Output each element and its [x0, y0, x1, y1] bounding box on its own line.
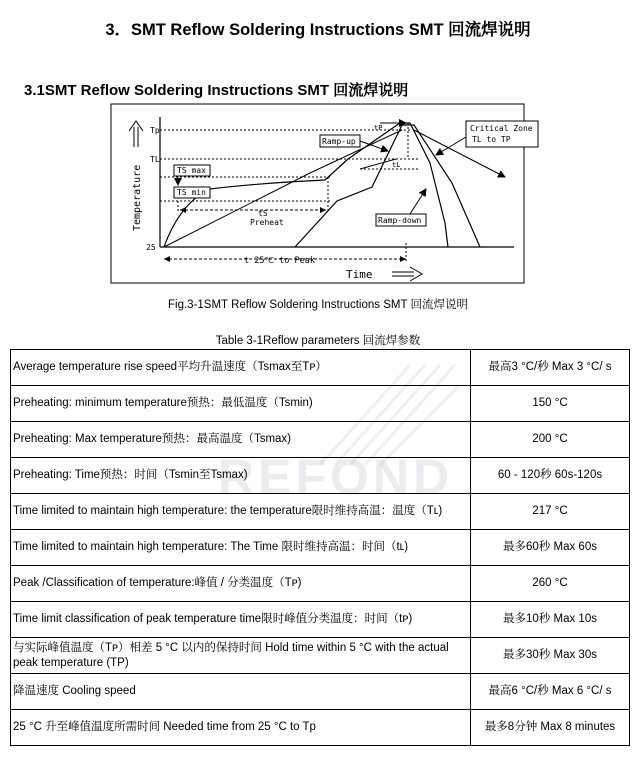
tl-axis-label: TL — [150, 155, 160, 164]
table-row — [11, 602, 630, 638]
parameter-name-cell: Preheating: Time预热：时间（Tsmin至Tsmax) — [11, 458, 471, 494]
table-row — [11, 566, 630, 602]
ramp-up-label: Ramp-up — [322, 137, 356, 146]
parameter-name-cell: 与实际峰值温度（Tᴘ）相差 5 °C 以内的保持时间 Hold time within 5 °C with the actual peak temperature (TP) — [11, 638, 471, 674]
ts-max-label: TS max — [177, 166, 206, 175]
table-row — [11, 494, 630, 530]
parameter-value-cell: 最高3 °C/秒 Max 3 °C/ s — [471, 350, 630, 386]
subsection-heading: 3.1SMT Reflow Soldering Instructions SMT 回流焊说明 — [24, 82, 409, 99]
parameter-value-cell: 217 °C — [471, 494, 630, 530]
parameter-value-cell: 最高6 °C/秒 Max 6 °C/ s — [471, 674, 630, 710]
parameter-value-cell: 200 °C — [471, 422, 630, 458]
parameter-name-cell: 降温速度 Cooling speed — [11, 674, 471, 710]
parameter-name-cell: Average temperature rise speed平均升温速度（Tsmax至Tᴘ） — [11, 350, 471, 386]
table-row — [11, 638, 630, 674]
critical-zone-label: Critical Zone — [470, 124, 533, 133]
watermark-text: REFOND — [218, 449, 454, 505]
tp-time-label: tP — [374, 124, 383, 132]
preheat-label: Preheat — [250, 218, 284, 227]
reflow-profile-diagram — [110, 103, 533, 285]
parameter-name-cell: Peak /Classification of temperature:峰值 / 分类温度（Tᴘ) — [11, 566, 471, 602]
profile-curve-1 — [164, 123, 448, 247]
critical-zone-sub: TL to TP — [472, 135, 511, 144]
table-row — [11, 458, 630, 494]
table-row — [11, 422, 630, 458]
table-row — [11, 530, 630, 566]
parameter-value-cell: 150 °C — [471, 386, 630, 422]
reflow-parameters-table — [10, 349, 630, 746]
table-row — [11, 674, 630, 710]
to-peak-label: t 25℃ to Peak — [244, 256, 315, 266]
parameter-value-cell: 最多8分钟 Max 8 minutes — [471, 710, 630, 746]
diagram-frame — [111, 104, 524, 283]
parameter-name-cell: Preheating: minimum temperature预热：最低温度（Tsmin) — [11, 386, 471, 422]
tp-axis-label: Tp — [150, 126, 160, 135]
parameter-name-cell: Time limited to maintain high temperature: The Time 限时维持高温：时间（tʟ) — [11, 530, 471, 566]
table-caption: Table 3-1Reflow parameters 回流焊参数 — [215, 335, 421, 347]
figure-caption: Fig.3-1SMT Reflow Soldering Instructions SMT 回流焊说明 — [168, 299, 468, 311]
parameter-value-cell: 最多30秒 Max 30s — [471, 638, 630, 674]
y-axis-label: Temperature — [132, 164, 143, 231]
parameter-value-cell: 最多60秒 Max 60s — [471, 530, 630, 566]
parameter-name-cell: 25 °C 升至峰值温度所需时间 Needed time from 25 °C to Tp — [11, 710, 471, 746]
t25-axis-label: 25 — [146, 243, 156, 252]
parameter-name-cell: Time limit classification of peak temperature time限时峰值分类温度：时间（tᴘ) — [11, 602, 471, 638]
parameter-value-cell: 260 °C — [471, 566, 630, 602]
parameter-name-cell: Time limited to maintain high temperature: the temperature限时维持高温：温度（Tʟ) — [11, 494, 471, 530]
parameter-name-cell: Preheating: Max temperature预热：最高温度（Tsmax) — [11, 422, 471, 458]
section-heading: 3．SMT Reflow Soldering Instructions SMT 回流焊说明 — [105, 21, 531, 39]
parameter-value-cell: 最多10秒 Max 10s — [471, 602, 630, 638]
parameter-value-cell: 60 - 120秒 60s-120s — [471, 458, 630, 494]
ts-min-label: TS min — [177, 188, 206, 197]
tl-time-label: tL — [392, 161, 401, 169]
table-row — [11, 710, 630, 746]
ts-span-label: tS — [258, 209, 268, 218]
table-row — [11, 350, 630, 386]
x-axis-label: Time — [346, 268, 373, 281]
ramp-down-label: Ramp-down — [378, 216, 422, 225]
table-row — [11, 386, 630, 422]
